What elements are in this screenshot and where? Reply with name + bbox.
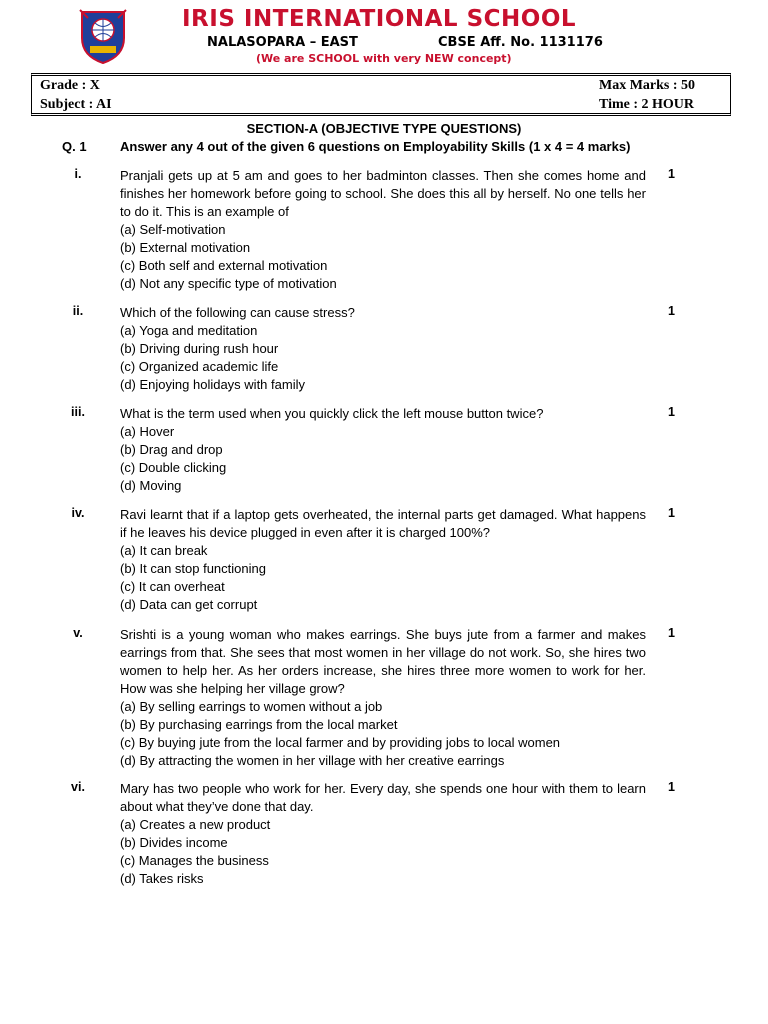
question-body xyxy=(120,167,646,293)
question-body xyxy=(120,626,646,770)
question-roman-numeral: vi. xyxy=(71,780,85,794)
question-text: Which of the following can cause stress? xyxy=(120,305,355,320)
school-location: NALASOPARA – EAST xyxy=(207,35,358,50)
question-marks: 1 xyxy=(668,626,675,640)
answer-option: (b) It can stop functioning xyxy=(120,561,266,576)
question-marks: 1 xyxy=(668,304,675,318)
answer-option: (b) Drag and drop xyxy=(120,442,223,457)
answer-option: (b) Driving during rush hour xyxy=(120,341,279,356)
answer-option: (c) Both self and external motivation xyxy=(120,258,328,273)
question-marks: 1 xyxy=(668,780,675,794)
question-roman-numeral: i. xyxy=(74,167,82,181)
question-roman-numeral: iv. xyxy=(71,506,85,520)
answer-option: (b) Divides income xyxy=(120,835,228,850)
question-body xyxy=(120,780,646,888)
answer-option: (d) By attracting the women in her village with her creative earrings xyxy=(120,753,505,768)
cbse-affiliation: CBSE Aff. No. 1131176 xyxy=(438,35,603,50)
exam-info-box xyxy=(31,73,731,116)
answer-option: (d) Takes risks xyxy=(120,871,204,886)
school-tagline: (We are SCHOOL with very NEW concept) xyxy=(256,52,512,65)
question-marks: 1 xyxy=(668,506,675,520)
subject-label: Subject : AI xyxy=(40,97,112,112)
school-crest-logo xyxy=(78,8,128,66)
answer-option: (c) By buying jute from the local farmer and by providing jobs to local women xyxy=(120,735,561,750)
answer-option: (c) Manages the business xyxy=(120,853,269,868)
question-marks: 1 xyxy=(668,167,675,181)
answer-option: (d) Data can get corrupt xyxy=(120,597,258,612)
answer-option: (b) By purchasing earrings from the local market xyxy=(120,717,398,732)
question-marks: 1 xyxy=(668,405,675,419)
question-body xyxy=(120,506,646,614)
question-text: Mary has two people who work for her. Every day, she spends one hour with them to learn about what they’ve done that day. xyxy=(120,781,646,814)
question-number: Q. 1 xyxy=(62,139,87,154)
answer-option: (d) Enjoying holidays with family xyxy=(120,377,305,392)
time-label: Time : 2 HOUR xyxy=(599,97,695,112)
answer-option: (a) Yoga and meditation xyxy=(120,323,258,338)
school-header xyxy=(0,0,768,70)
answer-option: (c) It can overheat xyxy=(120,579,225,594)
answer-option: (a) It can break xyxy=(120,543,208,558)
question-roman-numeral: v. xyxy=(73,626,83,640)
question-text: Ravi learnt that if a laptop gets overheated, the internal parts get damaged. What happens if he leaves his device plugged in even after it is charged 100%? xyxy=(120,507,646,540)
answer-option: (c) Double clicking xyxy=(120,460,227,475)
answer-option: (a) Self-motivation xyxy=(120,222,226,237)
question-body xyxy=(120,304,646,394)
question-roman-numeral: iii. xyxy=(71,405,85,419)
grade-label: Grade : X xyxy=(40,78,100,93)
answer-option: (a) Hover xyxy=(120,424,175,439)
answer-option: (a) By selling earrings to women without a job xyxy=(120,699,383,714)
answer-option: (d) Moving xyxy=(120,478,182,493)
answer-option: (a) Creates a new product xyxy=(120,817,271,832)
answer-option: (b) External motivation xyxy=(120,240,251,255)
answer-option: (d) Not any specific type of motivation xyxy=(120,276,337,291)
question-text: Pranjali gets up at 5 am and goes to her badminton classes. Then she comes home and finishes her homework before going to school. She does this all by herself. No one tells her to do it. This is an example of xyxy=(120,168,646,219)
school-name: IRIS INTERNATIONAL SCHOOL xyxy=(182,6,577,32)
answer-option: (c) Organized academic life xyxy=(120,359,279,374)
question-body xyxy=(120,405,646,495)
question-roman-numeral: ii. xyxy=(72,304,84,318)
max-marks-label: Max Marks : 50 xyxy=(599,78,696,93)
question-text: What is the term used when you quickly click the left mouse button twice? xyxy=(120,406,544,421)
question-text: Srishti is a young woman who makes earrings. She buys jute from a farmer and makes earrings from that. She sees that most women in her village do not work. So, she hires two women to help her. As her orders increase, she hires three more women to work for her. How was she helping her village grow? xyxy=(120,627,646,696)
question-instruction: Answer any 4 out of the given 6 questions on Employability Skills (1 x 4 = 4 marks) xyxy=(120,139,631,154)
section-title: SECTION-A (OBJECTIVE TYPE QUESTIONS) xyxy=(246,121,522,136)
